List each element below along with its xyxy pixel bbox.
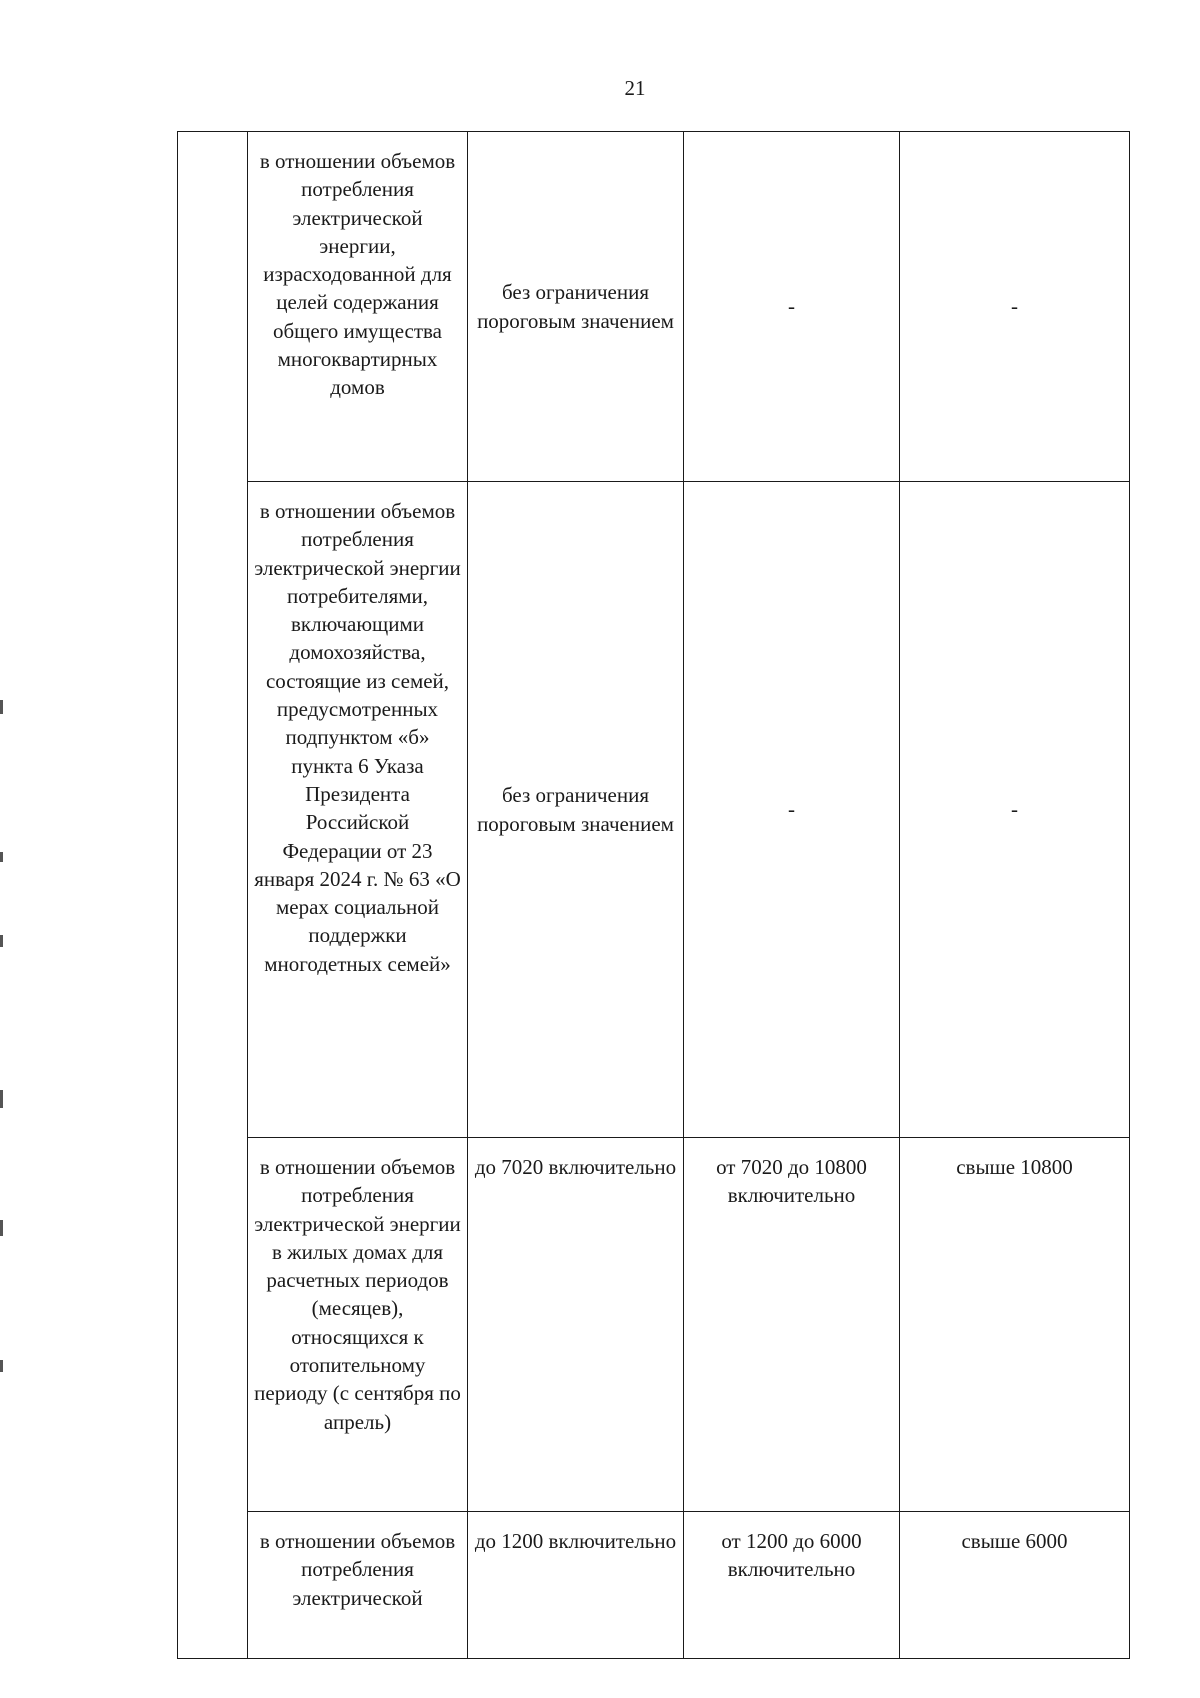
table-row <box>178 1138 1130 1512</box>
first-range-cell: без ограничения пороговым значением <box>468 132 684 482</box>
second-range-cell: от 1200 до 6000 включительно <box>684 1512 900 1659</box>
third-range-cell: свыше 10800 <box>900 1138 1130 1512</box>
table-row <box>178 482 1130 1138</box>
first-range-cell: до 1200 включительно <box>468 1512 684 1659</box>
third-range-cell: - <box>900 482 1130 1138</box>
scan-artifact <box>0 1360 3 1372</box>
tariff-threshold-table <box>177 131 1130 1659</box>
scan-artifact <box>0 1090 3 1108</box>
scan-artifact <box>0 1220 3 1236</box>
consumption-category-cell: в отношении объемов потребления электрической <box>248 1512 468 1659</box>
number-cell <box>178 132 248 1659</box>
first-range-cell: до 7020 включительно <box>468 1138 684 1512</box>
second-range-cell: - <box>684 132 900 482</box>
consumption-category-cell: в отношении объемов потребления электрической энергии в жилых домах для расчетных периодов (месяцев), относящихся к отопительному периоду (с сентября по апрель) <box>248 1138 468 1512</box>
scan-artifact <box>0 935 3 947</box>
page-number: 21 <box>624 76 646 100</box>
table-row <box>178 132 1130 482</box>
first-range-cell: без ограничения пороговым значением <box>468 482 684 1138</box>
third-range-cell: - <box>900 132 1130 482</box>
second-range-cell: от 7020 до 10800 включительно <box>684 1138 900 1512</box>
scan-artifact <box>0 852 3 862</box>
second-range-cell: - <box>684 482 900 1138</box>
consumption-category-cell: в отношении объемов потребления электрической энергии, израсходованной для целей содержания общего имущества многоквартирных домов <box>248 132 468 482</box>
scan-artifact <box>0 700 3 714</box>
table-row <box>178 1512 1130 1659</box>
third-range-cell: свыше 6000 <box>900 1512 1130 1659</box>
consumption-category-cell: в отношении объемов потребления электрической энергии потребителями, включающими домохозяйства, состоящие из семей, предусмотренных подпунктом «б» пункта 6 Указа Президента Российской Федерации от 23 января 2024 г. № 63 «О мерах социальной поддержки многодетных семей» <box>248 482 468 1138</box>
